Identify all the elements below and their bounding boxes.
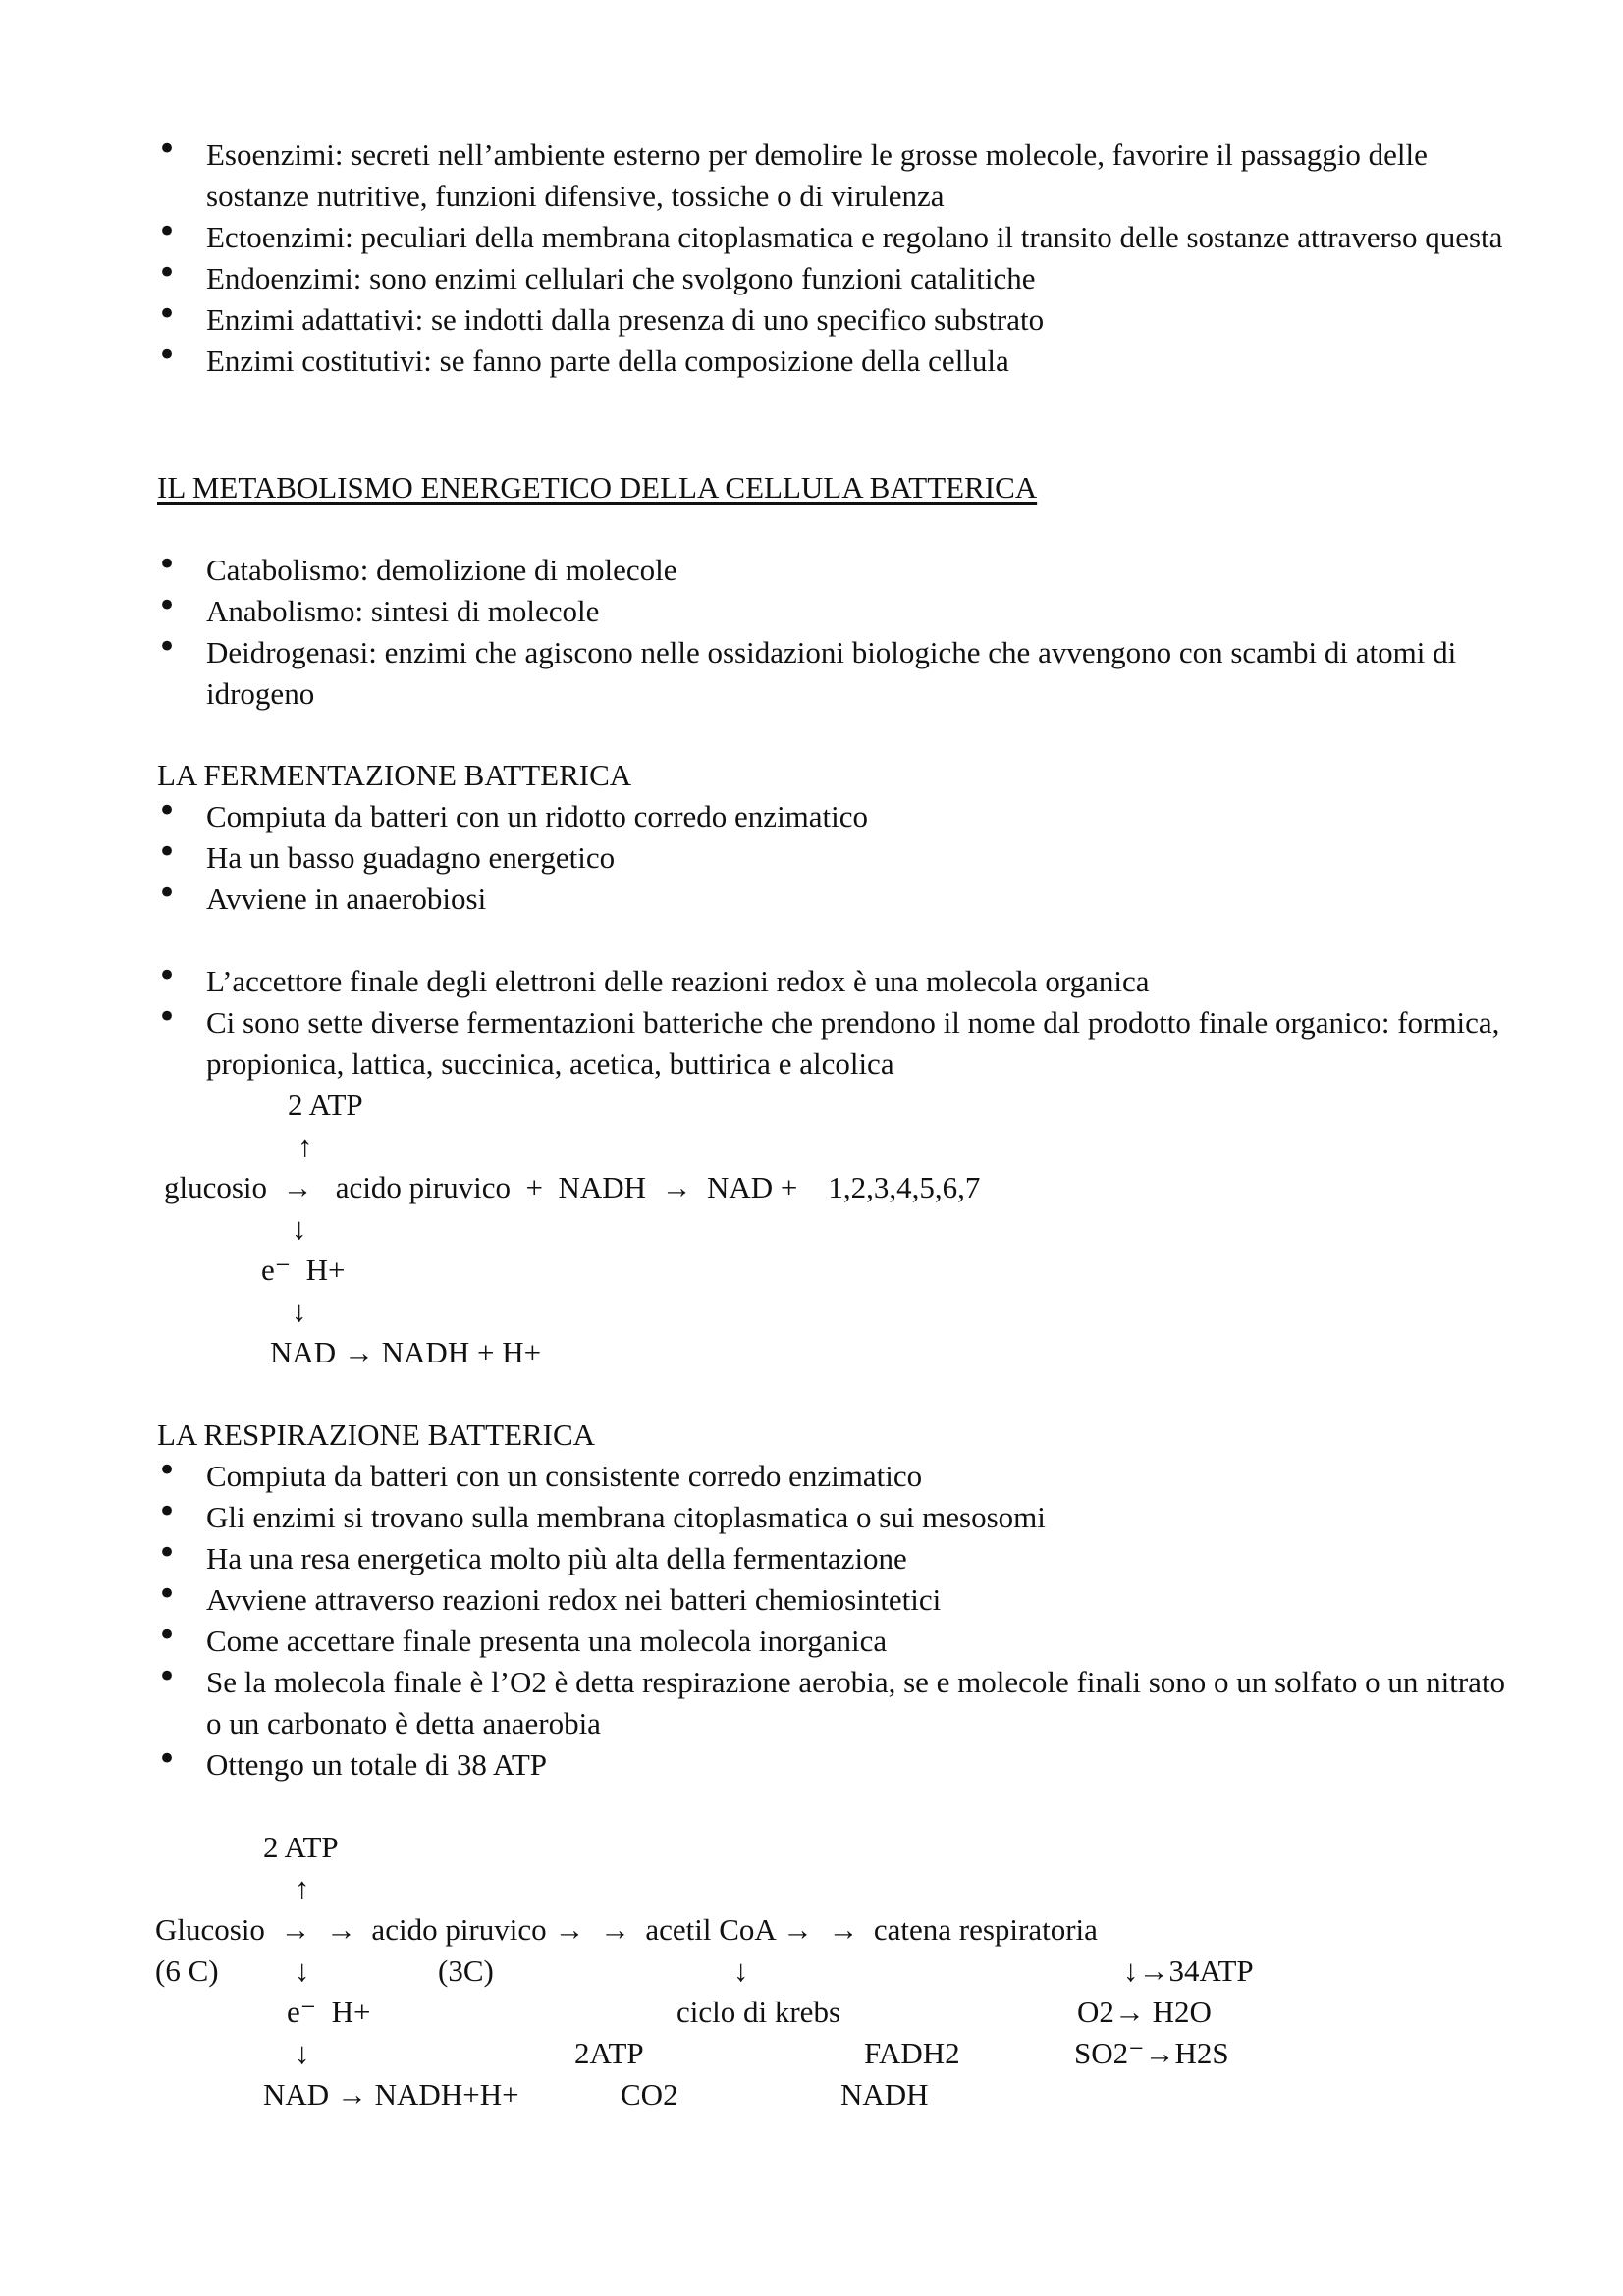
arrow-up-icon: ↑ bbox=[298, 1129, 313, 1163]
list-item: • Compiuta da batteri con un consistente corredo enzimatico bbox=[157, 1456, 1512, 1497]
list-item: • Enzimi costitutivi: se fanno parte della composizione della cellula bbox=[157, 341, 1512, 382]
fermentation-atp: 2 ATP bbox=[288, 1088, 363, 1122]
nadh: NADH bbox=[840, 2077, 929, 2111]
o2-reaction: O2→ H2O bbox=[1077, 1995, 1212, 2029]
arrow-down-icon: ↓ bbox=[733, 1953, 749, 1988]
co2: CO2 bbox=[621, 2077, 678, 2111]
list-item: • Come accettare finale presenta una molecola inorganica bbox=[157, 1621, 1512, 1662]
arrow-down-icon: ↓ bbox=[292, 1294, 307, 1328]
list-item: • Gli enzimi si trovano sulla membrana citoplasmatica o sui mesosomi bbox=[157, 1497, 1512, 1538]
respiration-atp: 2 ATP bbox=[263, 1830, 339, 1864]
enzymes-list bbox=[157, 134, 1512, 382]
fadh2: FADH2 bbox=[864, 2036, 960, 2070]
respiration-main-line: Glucosio → → acido piruvico → → acetil CoA → → catena respiratoria bbox=[155, 1912, 1098, 1947]
fermentation-nad-line: NAD → NADH + H+ bbox=[270, 1335, 542, 1369]
fermentation-list-b bbox=[157, 961, 1512, 1085]
pyruvate-carbons: (3C) bbox=[438, 1953, 494, 1988]
list-item: • Avviene attraverso reazioni redox nei batteri chemiosintetici bbox=[157, 1579, 1512, 1621]
fermentation-heading: LA FERMENTAZIONE BATTERICA bbox=[157, 758, 632, 792]
list-item: • Avviene in anaerobiosi bbox=[157, 879, 1512, 920]
so2-reaction: SO2⁻→H2S bbox=[1074, 2036, 1229, 2070]
list-item: • Anabolismo: sintesi di molecole bbox=[157, 591, 1512, 632]
arrow-up-icon: ↑ bbox=[295, 1871, 310, 1905]
list-item: • Esoenzimi: secreti nell’ambiente esterno per demolire le grosse molecole, favorire il passaggio delle sostanze nutritive, funzioni difensive, tossiche o di virulenza bbox=[157, 134, 1512, 217]
krebs-atp: 2ATP bbox=[574, 2036, 644, 2070]
list-item: • Ottengo un totale di 38 ATP bbox=[157, 1744, 1512, 1786]
krebs-cycle: ciclo di krebs bbox=[676, 1995, 841, 2029]
arrow-down-icon: ↓ bbox=[295, 2036, 310, 2070]
metabolism-heading: IL METABOLISMO ENERGETICO DELLA CELLULA BATTERICA bbox=[157, 470, 1038, 505]
list-item: • Catabolismo: demolizione di molecole bbox=[157, 550, 1512, 591]
list-item: • Endoenzimi: sono enzimi cellulari che svolgono funzioni catalitiche bbox=[157, 258, 1512, 299]
list-item: • Enzimi adattativi: se indotti dalla presenza di uno specifico substrato bbox=[157, 299, 1512, 341]
fermentation-main-line: glucosio → acido piruvico + NADH → NAD + 1,2,3,4,5,6,7 bbox=[164, 1170, 981, 1204]
respiration-list bbox=[157, 1456, 1512, 1786]
list-item: • Compiuta da batteri con un ridotto corredo enzimatico bbox=[157, 796, 1512, 837]
fermentation-electrons: e⁻ H+ bbox=[261, 1253, 346, 1287]
respiration-nad-line: NAD → NADH+H+ bbox=[263, 2077, 519, 2111]
arrow-down-icon: ↓ bbox=[295, 1953, 310, 1988]
list-item: • L’accettore finale degli elettroni delle reazioni redox è una molecola organica bbox=[157, 961, 1512, 1002]
respiration-electrons: e⁻ H+ bbox=[287, 1995, 371, 2029]
fermentation-list-a bbox=[157, 796, 1512, 920]
atp-arrow: ↓→34ATP bbox=[1123, 1953, 1254, 1988]
list-item: • Deidrogenasi: enzimi che agiscono nelle ossidazioni biologiche che avvengono con scambi di atomi di idrogeno bbox=[157, 632, 1512, 715]
list-item: • Ectoenzimi: peculiari della membrana citoplasmatica e regolano il transito delle sostanze attraverso questa bbox=[157, 217, 1512, 258]
list-item: • Se la molecola finale è l’O2 è detta respirazione aerobia, se e molecole finali sono o un solfato o un nitrato o un carbonato è detta anaerobia bbox=[157, 1662, 1512, 1744]
list-item: • Ci sono sette diverse fermentazioni batteriche che prendono il nome dal prodotto finale organico: formica, propionica, lattica, succinica, acetica, buttirica e alcolica bbox=[157, 1002, 1512, 1085]
list-item: • Ha una resa energetica molto più alta della fermentazione bbox=[157, 1538, 1512, 1579]
arrow-down-icon: ↓ bbox=[292, 1211, 307, 1246]
respiration-heading: LA RESPIRAZIONE BATTERICA bbox=[157, 1417, 596, 1452]
glucose-carbons: (6 C) bbox=[155, 1953, 219, 1988]
list-item: • Ha un basso guadagno energetico bbox=[157, 837, 1512, 879]
metabolism-list bbox=[157, 550, 1512, 715]
